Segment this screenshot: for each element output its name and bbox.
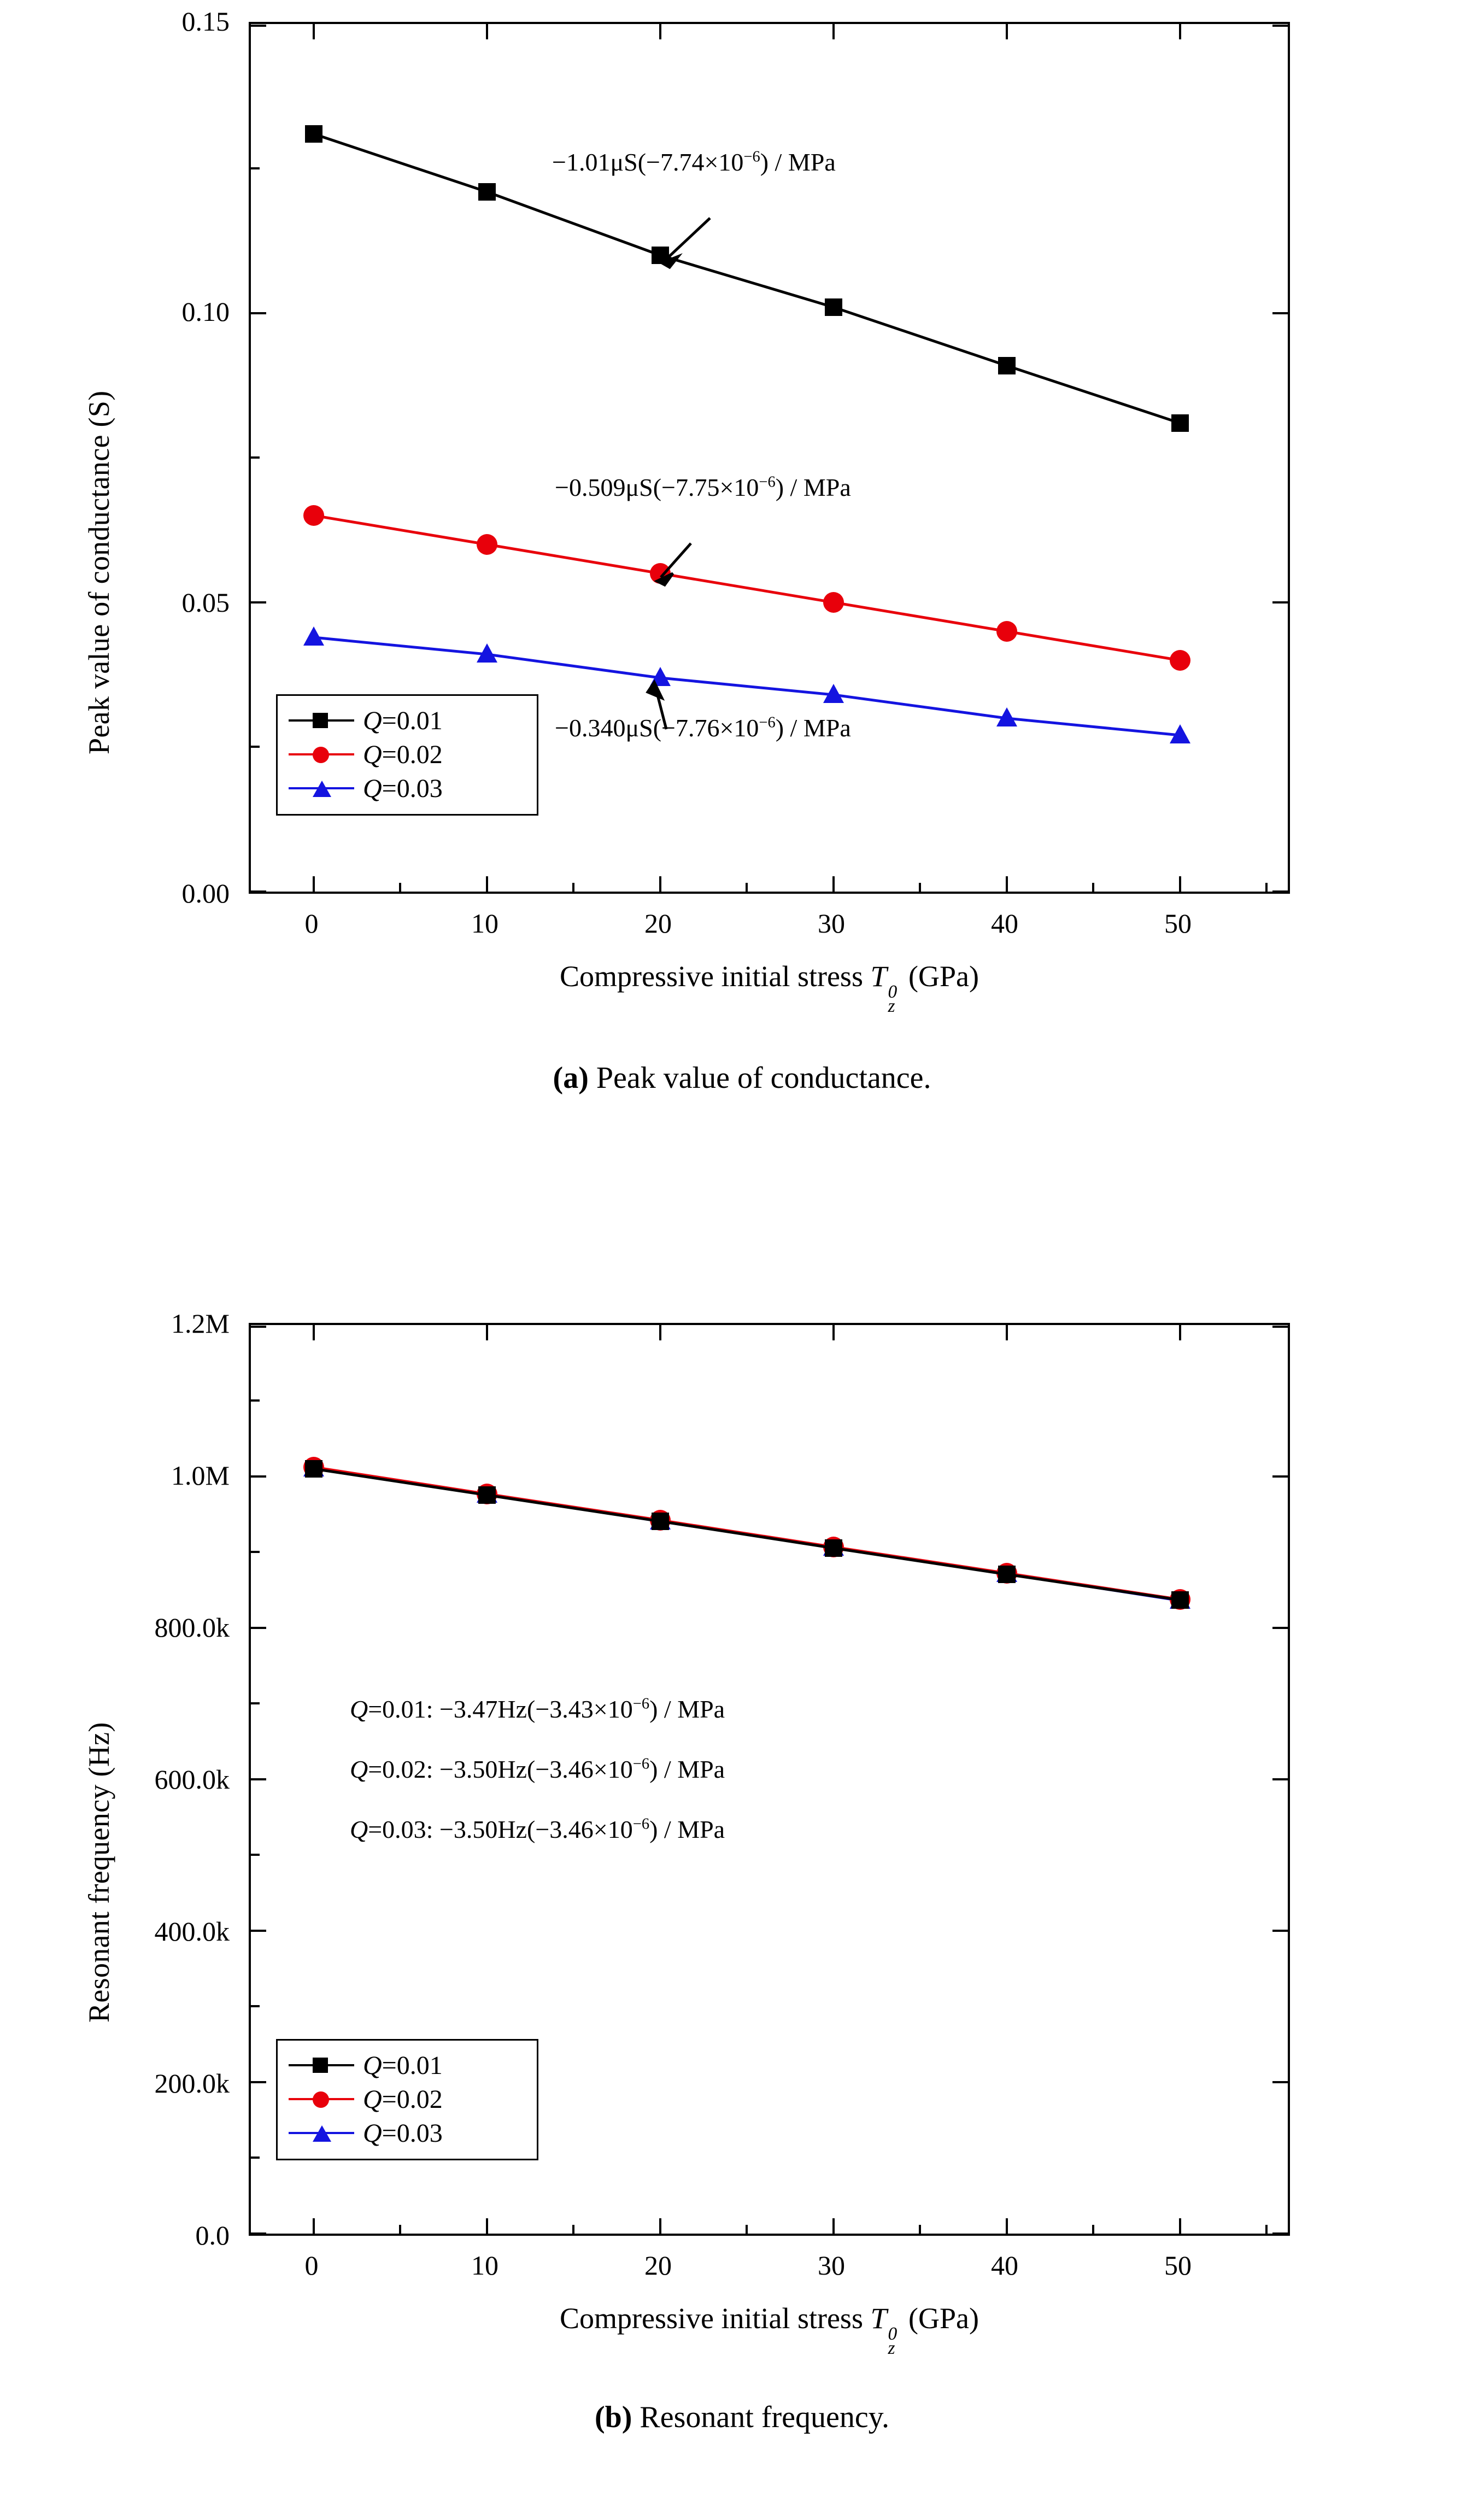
panel-a-legend-line-q003 (289, 780, 354, 796)
panel-b-annotation-0-text: Q=0.01: $-3.47Hz(-3.43\times 10^{-6})$ / MPa (350, 1695, 725, 1723)
panel-a-x-axis-symbol: T (870, 960, 887, 993)
panel-b-x-axis-title (249, 2301, 1290, 2358)
panel-a-xtick-5: 50 (1164, 908, 1192, 939)
panel-a-annotation-2 (555, 713, 851, 742)
square-icon (313, 2058, 328, 2073)
panel-a (0, 0, 1484, 1181)
panel-a-annotation-0 (552, 148, 836, 177)
panel-a-annotation-1 (555, 473, 851, 502)
panel-b-x-axis-sup: 0 (888, 2324, 898, 2344)
panel-b-legend-line-q002 (289, 2091, 354, 2107)
panel-a-x-axis-title-pre: Compressive initial stress (560, 960, 871, 993)
panel-a-annotation-1-text: $-0.509\mu S(-7.75\times 10^{-6})$ / MPa (555, 473, 851, 501)
triangle-icon (313, 781, 331, 797)
panel-b-series-q001-line (314, 1469, 1180, 1600)
panel-b-ytick-5: 1.0M (171, 1460, 230, 1491)
panel-b-legend-line-q001 (289, 2057, 354, 2073)
panel-b-annotation-1-text: Q=0.02: $-3.50Hz(-3.46\times 10^{-6})$ / MPa (350, 1755, 725, 1783)
panel-a-x-axis-sub: z (888, 996, 895, 1016)
panel-a-ytick-3: 0.15 (181, 6, 230, 37)
panel-b-xtick-1: 10 (471, 2250, 498, 2281)
circle-icon (313, 747, 329, 763)
panel-a-ytick-2: 0.10 (181, 296, 230, 327)
panel-a-y-axis-title: Peak value of conductance (S) (83, 390, 115, 754)
panel-b-annotation-1 (350, 1755, 725, 1784)
panel-b-legend-item-q001[interactable] (289, 2048, 523, 2082)
panel-b-legend-item-q003[interactable] (289, 2116, 523, 2150)
panel-b-annotation-2 (350, 1815, 725, 1844)
panel-a-caption-prefix: (a) (553, 1061, 589, 1095)
panel-b-ytick-6: 1.2M (171, 1308, 230, 1339)
panel-b-legend[interactable] (276, 2039, 538, 2160)
panel-a-xtick-1: 10 (471, 908, 498, 939)
panel-b (0, 1246, 1484, 2508)
panel-a-series-q002-line (314, 515, 1180, 660)
panel-a-caption-text: Peak value of conductance. (588, 1061, 931, 1095)
panel-a-legend-line-q002 (289, 746, 354, 763)
panel-b-legend-item-q002[interactable] (289, 2082, 523, 2116)
panel-b-legend-label-q002: Q=0.02 (363, 2084, 443, 2114)
panel-a-legend-line-q001 (289, 712, 354, 729)
panel-b-xtick-2: 20 (644, 2250, 672, 2281)
panel-b-legend-label-q001: Q=0.01 (363, 2050, 443, 2080)
panel-b-ytick-3: 600.0k (154, 1764, 230, 1795)
panel-b-x-axis-title-pre: Compressive initial stress (560, 2302, 871, 2335)
panel-a-legend-item-q003[interactable] (289, 771, 523, 805)
panel-a-legend-item-q002[interactable] (289, 737, 523, 771)
panel-a-series-q001-line (314, 134, 1180, 423)
panel-a-annotation-0-text: $-1.01\mu S(-7.74\times 10^{-6})$ / MPa (552, 148, 836, 176)
triangle-icon (313, 2125, 331, 2142)
panel-b-xtick-0: 0 (304, 2250, 319, 2281)
panel-a-annotation-2-text: $-0.340\mu S(-7.76\times 10^{-6})$ / MPa (555, 714, 851, 742)
panel-b-ytick-2: 400.0k (154, 1916, 230, 1947)
panel-a-ytick-1: 0.05 (181, 587, 230, 618)
panel-a-xtick-2: 20 (644, 908, 672, 939)
panel-b-xtick-5: 50 (1164, 2250, 1192, 2281)
panel-a-ytick-0: 0.00 (181, 878, 230, 909)
panel-a-legend-label-q002: Q=0.02 (363, 740, 443, 769)
circle-icon (313, 2091, 329, 2108)
panel-b-annotation-0 (350, 1695, 725, 1724)
panel-a-x-axis-title (249, 959, 1290, 1016)
panel-a-xtick-4: 40 (991, 908, 1018, 939)
panel-b-ytick-4: 800.0k (154, 1612, 230, 1643)
panel-a-xtick-0: 0 (304, 908, 319, 939)
square-icon (313, 713, 328, 728)
panel-a-caption (0, 1060, 1484, 1095)
panel-b-y-axis-title: Resonant frequency (Hz) (83, 1722, 115, 2023)
panel-b-legend-label-q003: Q=0.03 (363, 2118, 443, 2148)
panel-b-ytick-1: 200.0k (154, 2068, 230, 2099)
panel-a-legend-label-q003: Q=0.03 (363, 774, 443, 803)
panel-b-legend-line-q003 (289, 2125, 354, 2141)
panel-b-xtick-4: 40 (991, 2250, 1018, 2281)
panel-b-annotation-2-text: Q=0.03: $-3.50Hz(-3.46\times 10^{-6})$ / MPa (350, 1815, 725, 1843)
panel-a-legend[interactable] (276, 694, 538, 816)
panel-b-x-axis-symbol: T (870, 2302, 887, 2335)
panel-a-legend-label-q001: Q=0.01 (363, 706, 443, 735)
panel-a-xtick-3: 30 (818, 908, 845, 939)
panel-a-x-axis-title-post: (GPa) (901, 960, 979, 993)
panel-b-caption-text: Resonant frequency. (632, 2400, 890, 2434)
panel-b-xtick-3: 30 (818, 2250, 845, 2281)
panel-a-x-axis-sup: 0 (888, 982, 898, 1002)
panel-b-caption-prefix: (b) (594, 2400, 632, 2434)
panel-b-ytick-0: 0.0 (195, 2220, 230, 2251)
panel-b-caption (0, 2400, 1484, 2435)
panel-b-x-axis-sub: z (888, 2338, 895, 2358)
panel-b-x-axis-title-post: (GPa) (901, 2302, 979, 2335)
panel-a-legend-item-q001[interactable] (289, 704, 523, 737)
